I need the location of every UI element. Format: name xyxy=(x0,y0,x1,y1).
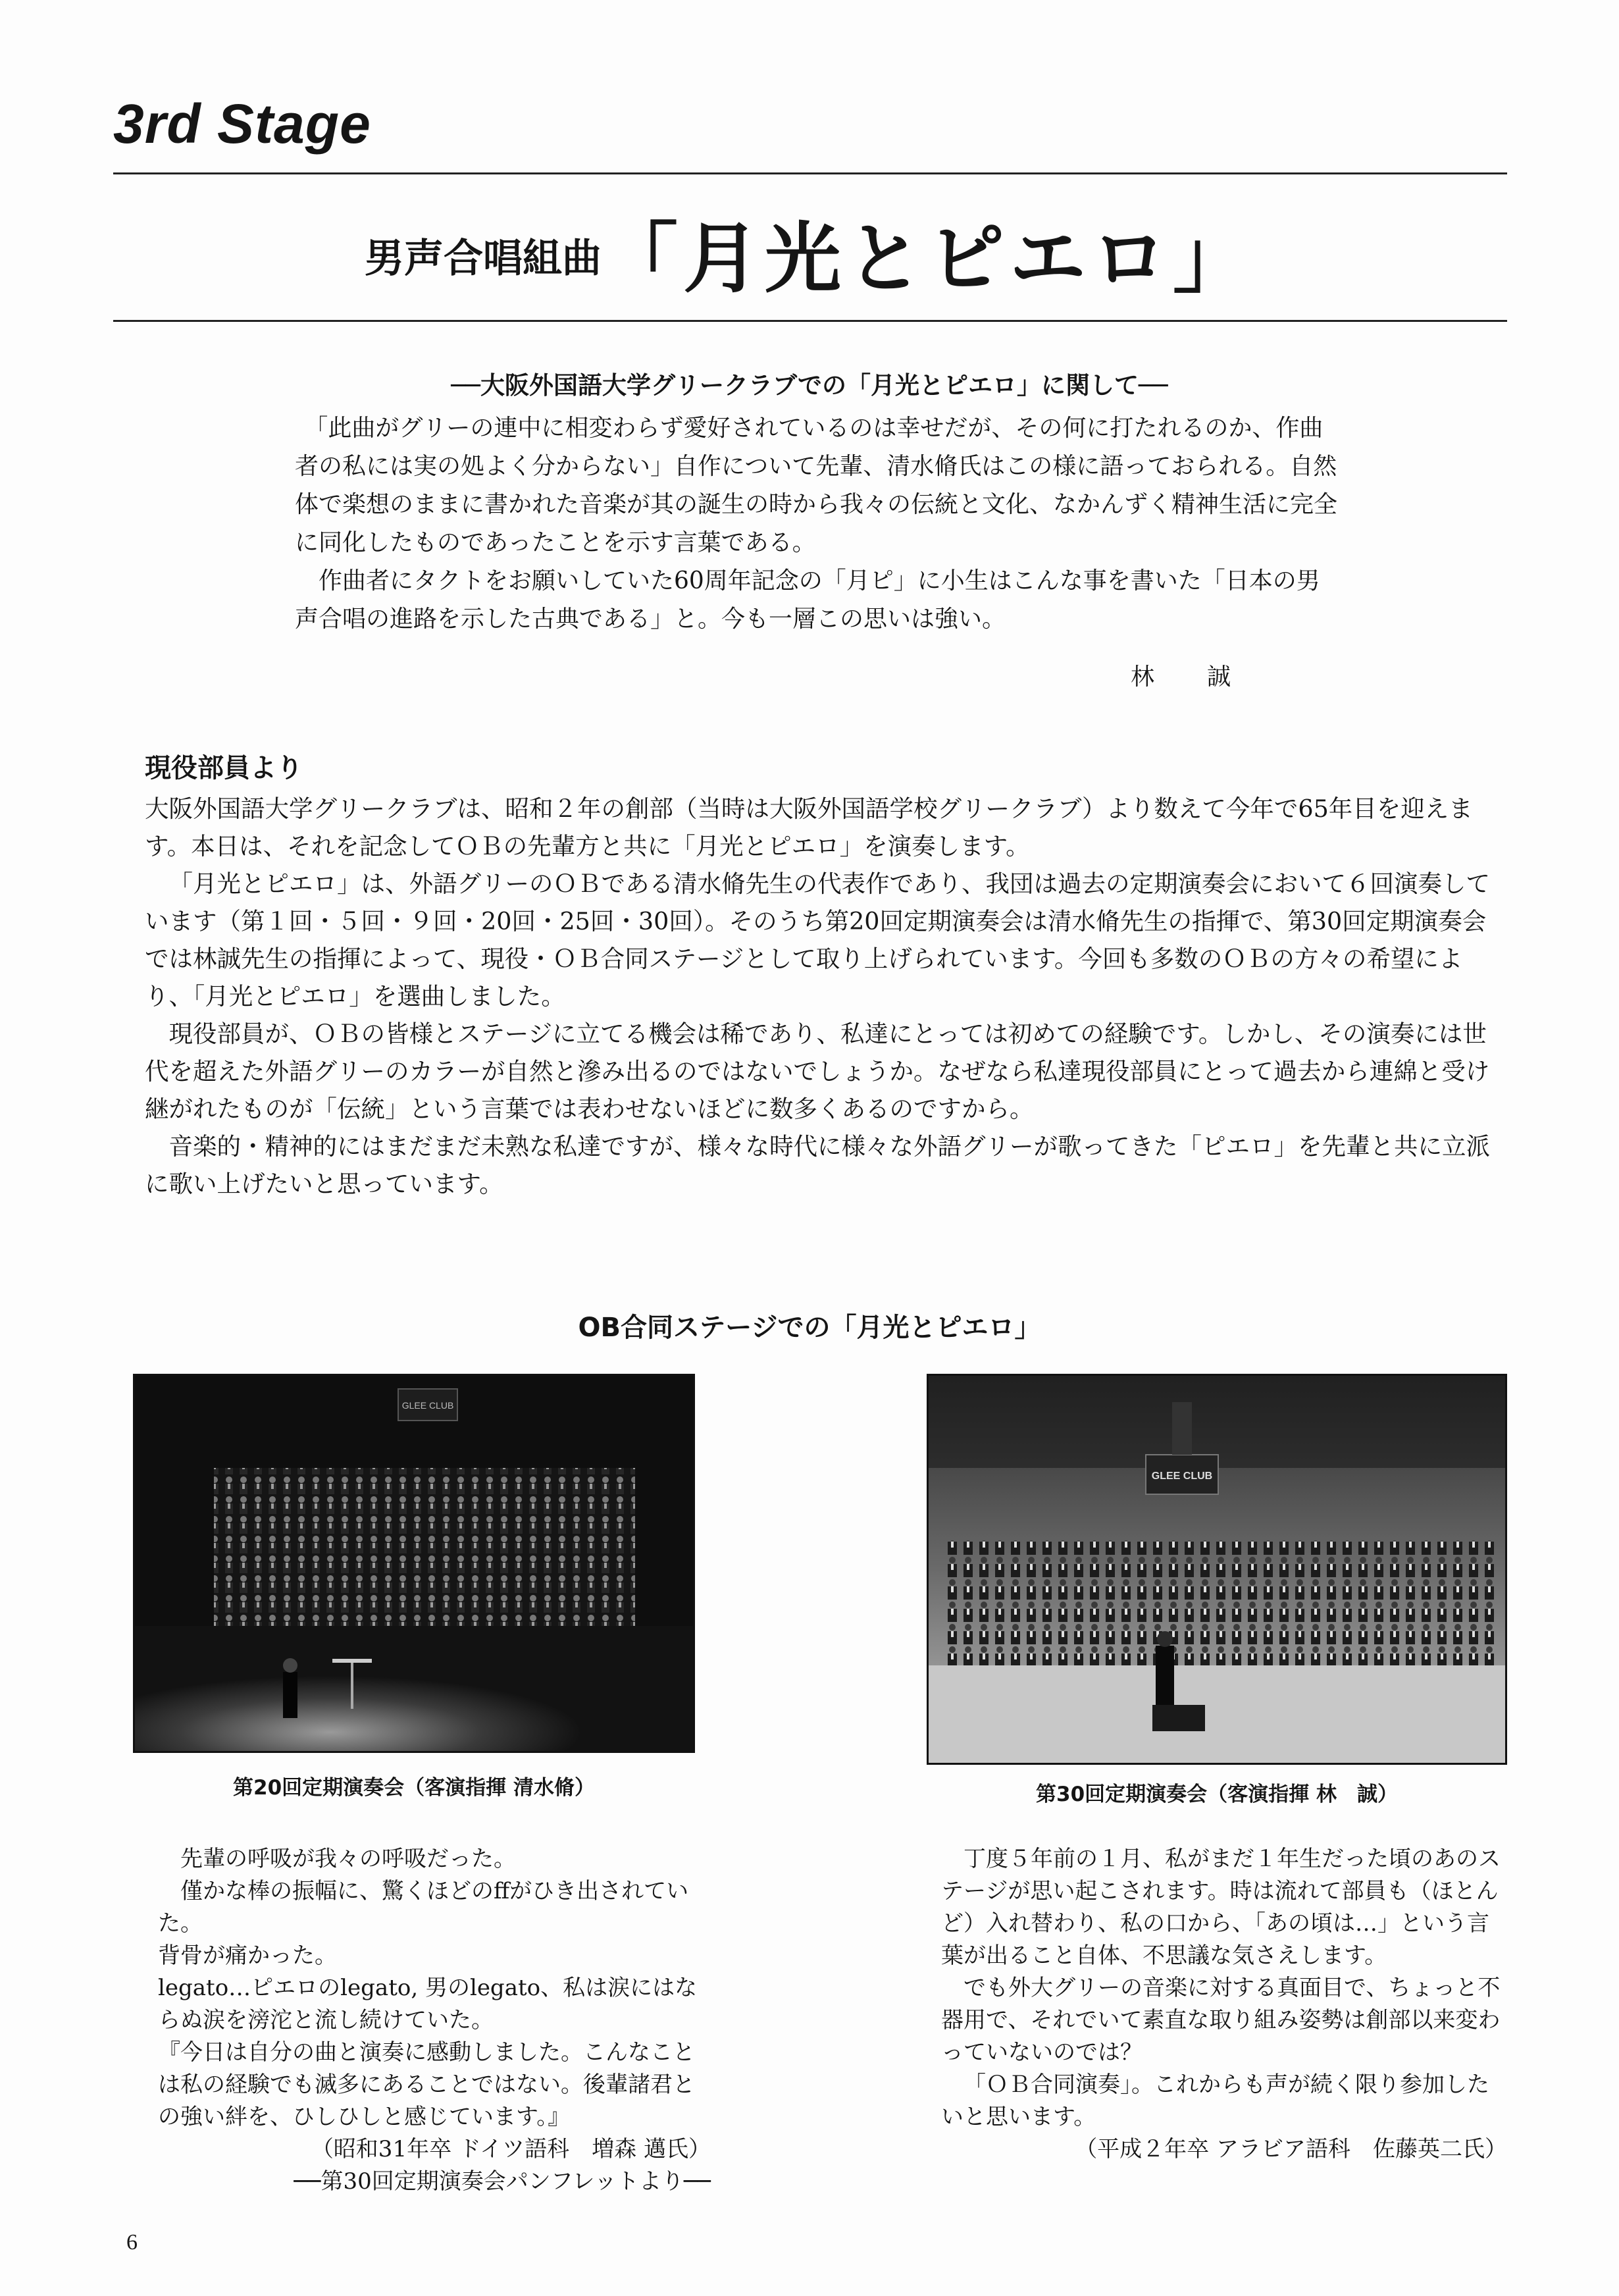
stage-title: 3rd Stage xyxy=(113,93,371,155)
photo-caption-30th: 第30回定期演奏会（客演指揮 林 誠） xyxy=(1036,1783,1398,1806)
testimonial-line: legato…ピエロのlegato, 男のlegato、私は涙にはならぬ涙を滂沱と流し続けていた。 xyxy=(158,1975,698,2033)
concert-photo-30th xyxy=(927,1374,1507,1765)
testimonial-paragraph: でも外大グリーの音楽に対する真面目で、ちょっと不器用で、それでいて素直な取り組み姿勢は創部以来変わっていないのでは？ xyxy=(941,1975,1501,2066)
header-rule-top xyxy=(113,172,1507,174)
testimonial-source: ──第30回定期演奏会パンフレットより── xyxy=(294,2168,711,2195)
members-paragraph: 大阪外国語大学グリークラブは、昭和２年の創部（当時は大阪外国語学校グリークラブ）より数えて今年で65年目を迎えます。本日は、それを記念してＯＢの先輩方と共に「月光とピエロ」を演奏します。 xyxy=(145,795,1473,860)
testimonial-line: 僅かな棒の振幅に、驚くほどのffがひき出されていた。 xyxy=(158,1878,689,1937)
testimonial-line: 先輩の呼吸が我々の呼吸だった。 xyxy=(180,1846,516,1872)
intro-subtitle: ──大阪外国語大学グリークラブでの「月光とピエロ」に関して── xyxy=(451,371,1168,400)
intro-quote xyxy=(295,409,1341,639)
intro-paragraph: 作曲者にタクトをお願いしていた60周年記念の「月ピ」に小生はこんな事を書いた「日本の男声合唱の進路を示した古典である」と。今も一層この思いは強い。 xyxy=(295,567,1320,633)
intro-paragraph: 「此曲がグリーの連中に相変わらず愛好されているのは幸せだが、その何に打たれるのか、作曲者の私には実の処よく分からない」自作について先輩、清水脩氏はこの様に語っておられる。自然体で楽想のままに書かれた音楽が其の誕生の時から我々の伝統と文化、なかんずく精神生活に完全に同化したものであったことを示す言葉である。 xyxy=(295,415,1338,556)
testimonial-signature: （昭和31年卒 ドイツ語科 増森 邁氏） xyxy=(311,2136,711,2162)
testimonial-left xyxy=(158,1843,711,2198)
members-paragraph: 現役部員が、ＯＢの皆様とステージに立てる機会は稀であり、私達にとっては初めての経験です。しかし、その演奏には世代を超えた外語グリーのカラーが自然と滲み出るのではないでしょうか。なぜなら私達現役部員にとって過去から連綿と受け継がれたものが「伝統」という言葉では表わせないほどに数多くあるのですから。 xyxy=(145,1020,1490,1123)
photos-heading: OB合同ステージでの「月光とピエロ」 xyxy=(578,1313,1041,1343)
testimonial-paragraph: 「ＯＢ合同演奏」。これからも声が続く限り参加したいと思います。 xyxy=(941,2072,1489,2130)
banner-text: GLEE CLUB xyxy=(1151,1471,1213,1482)
header-rule-bottom xyxy=(113,320,1507,322)
members-heading: 現役部員より xyxy=(145,753,303,783)
intro-author: 林誠 xyxy=(1130,664,1283,691)
members-body xyxy=(145,790,1508,1203)
photo-caption-20th: 第20回定期演奏会（客演指揮 清水脩） xyxy=(233,1776,595,1800)
title-prefix: 男声合唱組曲 xyxy=(365,236,602,282)
banner-text: GLEE CLUB xyxy=(401,1400,454,1411)
concert-photo-20th xyxy=(133,1374,695,1753)
page-number: 6 xyxy=(126,2230,138,2255)
testimonial-right xyxy=(941,1843,1507,2166)
testimonial-line: 背骨が痛かった。 xyxy=(158,1943,337,1969)
members-paragraph: 「月光とピエロ」は、外語グリーのＯＢである清水脩先生の代表作であり、我団は過去の定期演奏会において６回演奏しています（第１回・５回・９回・20回・25回・30回）。そのうち第20回定期演奏会は清水脩先生の指揮で、第30回定期演奏会では林誠先生の指揮によって、現役・ＯＢ合同ステージとして取り上げられています。今回も多数のＯＢの方々の希望により、「月光とピエロ」を選曲しました。 xyxy=(145,870,1490,1010)
title-main: 「月光とピエロ」 xyxy=(602,214,1254,303)
testimonial-paragraph: 丁度５年前の１月、私がまだ１年生だった頃のあのステージが思い起こされます。時は流れて部員も（ほとんど）入れ替わり、私の口から、「あの頃は…」という言葉が出ること自体、不思議な気さえします。 xyxy=(941,1846,1501,1969)
page-title xyxy=(0,197,1619,307)
members-paragraph: 音楽的・精神的にはまだまだ未熟な私達ですが、様々な時代に様々な外語グリーが歌ってきた「ピエロ」を先輩と共に立派に歌い上げたいと思っています。 xyxy=(145,1132,1490,1198)
testimonial-signature: （平成２年卒 アラビア語科 佐藤英二氏） xyxy=(1075,2136,1507,2162)
testimonial-line: 『今日は自分の曲と演奏に感動しました。こんなことは私の経験でも滅多にあることではない。後輩諸君との強い絆を、ひしひしと感じています。』 xyxy=(158,2039,695,2130)
